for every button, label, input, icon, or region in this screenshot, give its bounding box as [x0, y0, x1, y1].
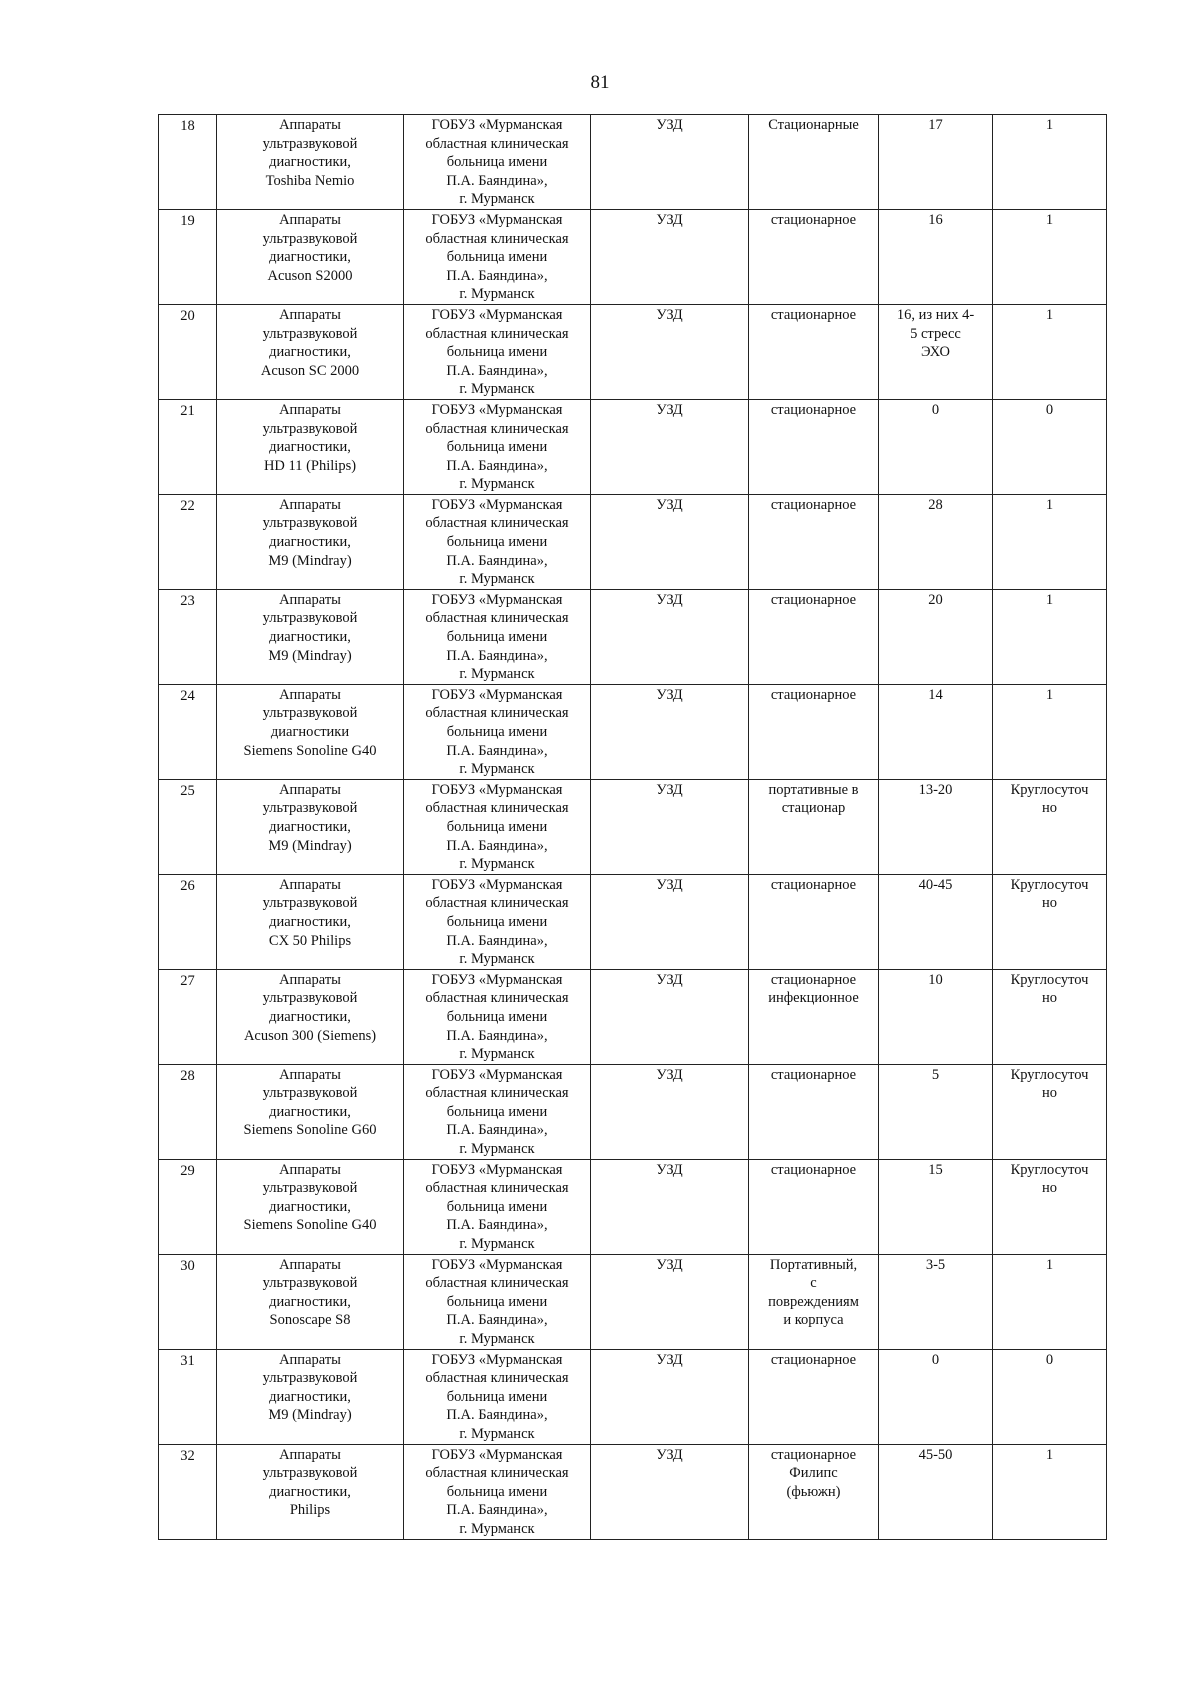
equipment-type-text: УЗД: [656, 1161, 683, 1178]
cell-daily-load: [879, 779, 993, 874]
placement-text: стационарное: [770, 591, 857, 608]
shifts-text: Круглосуточ но: [1010, 971, 1089, 1007]
cell-daily-load: [879, 1064, 993, 1159]
device-name-text: Аппараты ультразвуковой диагностики, Toshiba Nemio: [262, 117, 358, 189]
cell-shifts: [993, 399, 1107, 494]
cell-row-number: [159, 1444, 217, 1539]
shifts-text: 1: [1045, 591, 1054, 608]
cell-equipment-type: [591, 589, 749, 684]
equipment-type-text: УЗД: [656, 876, 683, 893]
device-name-text: Аппараты ультразвуковой диагностики Siemens Sonoline G40: [243, 686, 377, 759]
cell-daily-load: [879, 1159, 993, 1254]
daily-load-text: 45-50: [918, 1446, 953, 1463]
cell-daily-load: [879, 874, 993, 969]
table-row: [159, 304, 1107, 399]
cell-device-name: [217, 1064, 404, 1159]
row-number-text: 26: [180, 877, 195, 894]
cell-daily-load: [879, 684, 993, 779]
cell-shifts: [993, 779, 1107, 874]
cell-daily-load: [879, 969, 993, 1064]
shifts-text: 0: [1045, 401, 1054, 418]
cell-placement: [749, 209, 879, 304]
cell-device-name: [217, 1349, 404, 1444]
equipment-type-text: УЗД: [656, 1351, 683, 1368]
row-number-text: 29: [180, 1162, 195, 1179]
equipment-type-text: УЗД: [656, 686, 683, 703]
placement-text: стационарное: [770, 876, 857, 893]
organization-text: ГОБУЗ «Мурманская областная клиническая больница имени П.А. Баяндина», г. Мурманск: [425, 1066, 569, 1158]
daily-load-text: 0: [931, 401, 940, 418]
cell-daily-load: [879, 399, 993, 494]
cell-placement: [749, 779, 879, 874]
cell-daily-load: [879, 304, 993, 399]
daily-load-text: 5: [931, 1066, 940, 1083]
placement-text: стационарное: [770, 1351, 857, 1368]
placement-text: портативные в стационар: [768, 781, 859, 817]
table-row: [159, 969, 1107, 1064]
cell-organization: [404, 1254, 591, 1349]
equipment-type-text: УЗД: [656, 401, 683, 418]
device-name-text: Аппараты ультразвуковой диагностики, M9 (Mindray): [262, 781, 358, 854]
table-row: [159, 874, 1107, 969]
cell-daily-load: [879, 1254, 993, 1349]
equipment-type-text: УЗД: [656, 781, 683, 798]
cell-equipment-type: [591, 684, 749, 779]
organization-text: ГОБУЗ «Мурманская областная клиническая больница имени П.А. Баяндина», г. Мурманск: [425, 591, 569, 683]
row-number-text: 27: [180, 972, 195, 989]
organization-text: ГОБУЗ «Мурманская областная клиническая больница имени П.А. Баяндина», г. Мурманск: [425, 1446, 569, 1537]
table-row: [159, 1064, 1107, 1159]
device-name-text: Аппараты ультразвуковой диагностики, HD 11 (Philips): [262, 401, 358, 474]
shifts-text: Круглосуточ но: [1010, 1066, 1089, 1102]
cell-row-number: [159, 589, 217, 684]
placement-text: стационарное: [770, 496, 857, 513]
cell-equipment-type: [591, 1254, 749, 1349]
row-number-text: 32: [180, 1447, 195, 1464]
placement-text: стационарное: [770, 306, 857, 323]
cell-organization: [404, 494, 591, 589]
shifts-text: 1: [1045, 686, 1054, 703]
row-number-text: 30: [180, 1257, 195, 1274]
organization-text: ГОБУЗ «Мурманская областная клиническая больница имени П.А. Баяндина», г. Мурманск: [425, 401, 569, 493]
cell-organization: [404, 115, 591, 210]
row-number-text: 23: [180, 592, 195, 609]
row-number-text: 19: [180, 212, 195, 229]
cell-device-name: [217, 1159, 404, 1254]
daily-load-text: 17: [928, 117, 943, 133]
shifts-text: 1: [1045, 1446, 1054, 1463]
equipment-type-text: УЗД: [656, 306, 683, 323]
cell-daily-load: [879, 589, 993, 684]
device-name-text: Аппараты ультразвуковой диагностики, Siemens Sonoline G60: [243, 1066, 377, 1139]
row-number-text: 24: [180, 687, 195, 704]
cell-device-name: [217, 589, 404, 684]
cell-device-name: [217, 494, 404, 589]
cell-placement: [749, 1349, 879, 1444]
shifts-text: 1: [1045, 496, 1054, 513]
device-name-text: Аппараты ультразвуковой диагностики, Acuson 300 (Siemens): [243, 971, 377, 1044]
placement-text: Портативный, с повреждениям и корпуса: [768, 1256, 859, 1329]
daily-load-text: 3-5: [925, 1256, 946, 1273]
daily-load-text: 16, из них 4- 5 стресс ЭХО: [896, 306, 975, 361]
row-number-text: 22: [180, 497, 195, 514]
cell-device-name: [217, 209, 404, 304]
cell-placement: [749, 399, 879, 494]
table-row: [159, 1159, 1107, 1254]
daily-load-text: 20: [928, 591, 943, 608]
cell-daily-load: [879, 1349, 993, 1444]
cell-row-number: [159, 874, 217, 969]
shifts-text: Круглосуточ но: [1010, 781, 1089, 817]
row-number-text: 21: [180, 402, 195, 419]
cell-row-number: [159, 1159, 217, 1254]
cell-shifts: [993, 1349, 1107, 1444]
table-row: [159, 1349, 1107, 1444]
shifts-text: Круглосуточ но: [1010, 1161, 1089, 1197]
cell-device-name: [217, 969, 404, 1064]
cell-device-name: [217, 874, 404, 969]
cell-row-number: [159, 1349, 217, 1444]
cell-shifts: [993, 684, 1107, 779]
page-number: 81: [590, 72, 610, 93]
cell-shifts: [993, 494, 1107, 589]
placement-text: Стационарные: [768, 117, 859, 133]
cell-daily-load: [879, 209, 993, 304]
cell-placement: [749, 969, 879, 1064]
cell-row-number: [159, 969, 217, 1064]
table-row: [159, 589, 1107, 684]
row-number-text: 20: [180, 307, 195, 324]
cell-equipment-type: [591, 115, 749, 210]
daily-load-text: 14: [928, 686, 943, 703]
table-row: [159, 209, 1107, 304]
organization-text: ГОБУЗ «Мурманская областная клиническая больница имени П.А. Баяндина», г. Мурманск: [425, 211, 569, 303]
cell-row-number: [159, 115, 217, 210]
cell-row-number: [159, 684, 217, 779]
organization-text: ГОБУЗ «Мурманская областная клиническая больница имени П.А. Баяндина», г. Мурманск: [425, 686, 569, 778]
cell-shifts: [993, 969, 1107, 1064]
organization-text: ГОБУЗ «Мурманская областная клиническая больница имени П.А. Баяндина», г. Мурманск: [425, 781, 569, 873]
organization-text: ГОБУЗ «Мурманская областная клиническая больница имени П.А. Баяндина», г. Мурманск: [425, 1161, 569, 1253]
shifts-text: 1: [1045, 117, 1054, 133]
cell-placement: [749, 874, 879, 969]
placement-text: стационарное: [770, 686, 857, 703]
row-number-text: 31: [180, 1352, 195, 1369]
table-row: [159, 1254, 1107, 1349]
row-number-text: 28: [180, 1067, 195, 1084]
placement-text: стационарное: [770, 401, 857, 418]
shifts-text: 1: [1045, 306, 1054, 323]
daily-load-text: 10: [928, 971, 943, 988]
cell-equipment-type: [591, 1064, 749, 1159]
cell-placement: [749, 1064, 879, 1159]
cell-equipment-type: [591, 494, 749, 589]
equipment-table: [158, 114, 1107, 1540]
placement-text: стационарное: [770, 1066, 857, 1083]
cell-organization: [404, 1064, 591, 1159]
cell-shifts: [993, 1444, 1107, 1539]
cell-device-name: [217, 1444, 404, 1539]
cell-device-name: [217, 779, 404, 874]
cell-placement: [749, 1254, 879, 1349]
placement-text: стационарное Филипс (фьюжн): [770, 1446, 857, 1500]
organization-text: ГОБУЗ «Мурманская областная клиническая больница имени П.А. Баяндина», г. Мурманск: [425, 1351, 569, 1442]
cell-device-name: [217, 684, 404, 779]
equipment-type-text: УЗД: [656, 496, 683, 513]
organization-text: ГОБУЗ «Мурманская областная клиническая больница имени П.А. Баяндина», г. Мурманск: [425, 1256, 569, 1347]
cell-device-name: [217, 304, 404, 399]
cell-placement: [749, 1444, 879, 1539]
device-name-text: Аппараты ультразвуковой диагностики, Siemens Sonoline G40: [243, 1161, 377, 1234]
placement-text: стационарное: [770, 211, 857, 228]
cell-row-number: [159, 304, 217, 399]
cell-organization: [404, 399, 591, 494]
cell-equipment-type: [591, 399, 749, 494]
cell-row-number: [159, 494, 217, 589]
cell-row-number: [159, 209, 217, 304]
cell-organization: [404, 209, 591, 304]
cell-shifts: [993, 589, 1107, 684]
device-name-text: Аппараты ультразвуковой диагностики, M9 (Mindray): [262, 496, 358, 569]
row-number-text: 25: [180, 782, 195, 799]
cell-equipment-type: [591, 1349, 749, 1444]
cell-organization: [404, 304, 591, 399]
cell-daily-load: [879, 494, 993, 589]
cell-shifts: [993, 1159, 1107, 1254]
shifts-text: 0: [1045, 1351, 1054, 1368]
cell-equipment-type: [591, 969, 749, 1064]
organization-text: ГОБУЗ «Мурманская областная клиническая больница имени П.А. Баяндина», г. Мурманск: [425, 496, 569, 588]
device-name-text: Аппараты ультразвуковой диагностики, Sonoscape S8: [262, 1256, 358, 1329]
cell-shifts: [993, 1254, 1107, 1349]
shifts-text: 1: [1045, 1256, 1054, 1273]
cell-equipment-type: [591, 304, 749, 399]
device-name-text: Аппараты ультразвуковой диагностики, CX 50 Philips: [262, 876, 358, 949]
cell-placement: [749, 494, 879, 589]
cell-shifts: [993, 1064, 1107, 1159]
cell-row-number: [159, 399, 217, 494]
table-row: [159, 779, 1107, 874]
equipment-type-text: УЗД: [656, 1066, 683, 1083]
cell-device-name: [217, 1254, 404, 1349]
daily-load-text: 13-20: [918, 781, 953, 798]
cell-row-number: [159, 1064, 217, 1159]
cell-daily-load: [879, 115, 993, 210]
cell-device-name: [217, 399, 404, 494]
cell-shifts: [993, 115, 1107, 210]
cell-placement: [749, 115, 879, 210]
cell-organization: [404, 874, 591, 969]
cell-placement: [749, 1159, 879, 1254]
cell-shifts: [993, 874, 1107, 969]
table-row: [159, 684, 1107, 779]
device-name-text: Аппараты ультразвуковой диагностики, M9 (Mindray): [262, 591, 358, 664]
equipment-type-text: УЗД: [656, 591, 683, 608]
organization-text: ГОБУЗ «Мурманская областная клиническая больница имени П.А. Баяндина», г. Мурманск: [425, 876, 569, 968]
equipment-type-text: УЗД: [656, 971, 683, 988]
cell-equipment-type: [591, 874, 749, 969]
organization-text: ГОБУЗ «Мурманская областная клиническая больница имени П.А. Баяндина», г. Мурманск: [425, 971, 569, 1063]
cell-organization: [404, 1444, 591, 1539]
table-row: [159, 115, 1107, 210]
daily-load-text: 0: [931, 1351, 940, 1368]
device-name-text: Аппараты ультразвуковой диагностики, Philips: [262, 1446, 358, 1519]
cell-equipment-type: [591, 209, 749, 304]
device-name-text: Аппараты ультразвуковой диагностики, Acuson S2000: [262, 211, 358, 284]
cell-shifts: [993, 304, 1107, 399]
equipment-type-text: УЗД: [656, 1446, 683, 1463]
cell-daily-load: [879, 1444, 993, 1539]
placement-text: стационарное инфекционное: [768, 971, 859, 1007]
cell-equipment-type: [591, 1159, 749, 1254]
cell-placement: [749, 589, 879, 684]
daily-load-text: 28: [928, 496, 943, 513]
cell-row-number: [159, 779, 217, 874]
cell-placement: [749, 684, 879, 779]
placement-text: стационарное: [770, 1161, 857, 1178]
table-row: [159, 399, 1107, 494]
cell-row-number: [159, 1254, 217, 1349]
table-row: [159, 494, 1107, 589]
cell-device-name: [217, 115, 404, 210]
device-name-text: Аппараты ультразвуковой диагностики, M9 (Mindray): [262, 1351, 358, 1424]
daily-load-text: 40-45: [918, 876, 953, 893]
cell-placement: [749, 304, 879, 399]
row-number-text: 18: [180, 118, 195, 134]
equipment-type-text: УЗД: [656, 1256, 683, 1273]
equipment-type-text: УЗД: [656, 211, 683, 228]
cell-shifts: [993, 209, 1107, 304]
table-row: [159, 1444, 1107, 1539]
cell-organization: [404, 1349, 591, 1444]
cell-organization: [404, 779, 591, 874]
cell-organization: [404, 684, 591, 779]
cell-equipment-type: [591, 1444, 749, 1539]
daily-load-text: 15: [928, 1161, 943, 1178]
cell-equipment-type: [591, 779, 749, 874]
cell-organization: [404, 589, 591, 684]
organization-text: ГОБУЗ «Мурманская областная клиническая больница имени П.А. Баяндина», г. Мурманск: [425, 117, 569, 208]
cell-organization: [404, 1159, 591, 1254]
organization-text: ГОБУЗ «Мурманская областная клиническая больница имени П.А. Баяндина», г. Мурманск: [425, 306, 569, 398]
device-name-text: Аппараты ультразвуковой диагностики, Acuson SC 2000: [260, 306, 360, 379]
cell-organization: [404, 969, 591, 1064]
equipment-type-text: УЗД: [656, 117, 683, 133]
shifts-text: 1: [1045, 211, 1054, 228]
shifts-text: Круглосуточ но: [1010, 876, 1089, 912]
daily-load-text: 16: [928, 211, 943, 228]
